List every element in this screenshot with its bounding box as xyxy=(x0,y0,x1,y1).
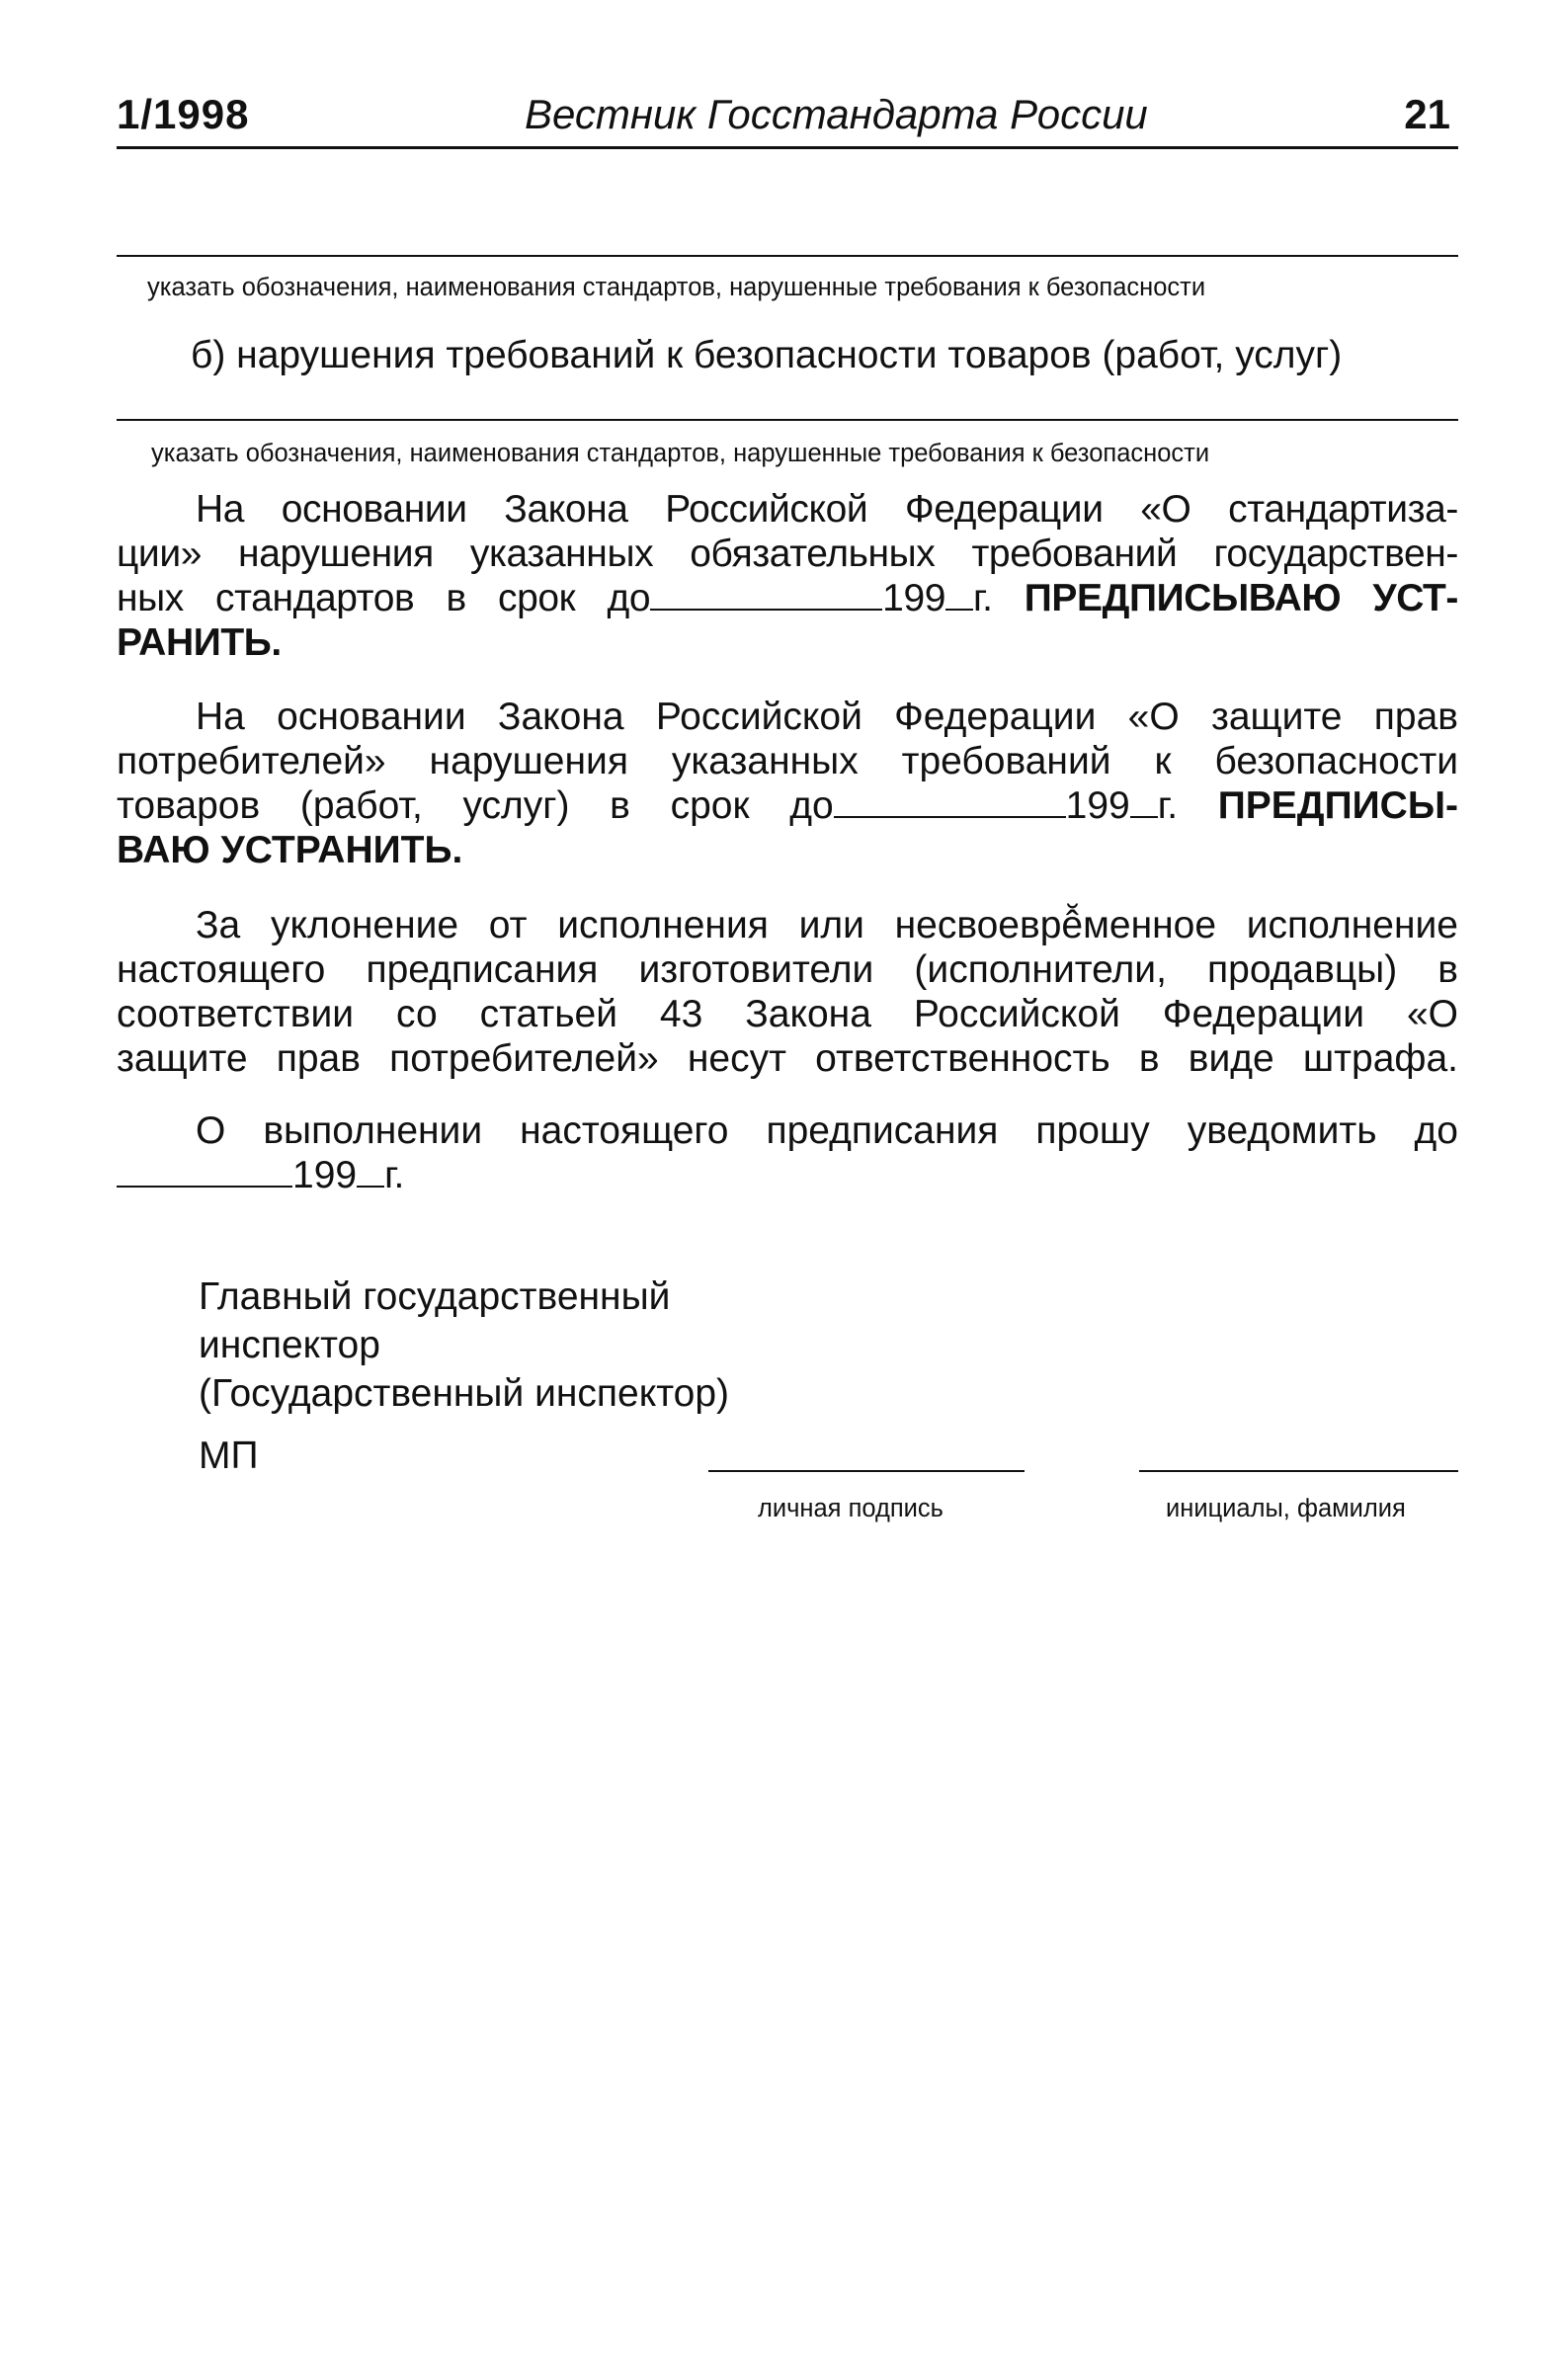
paragraph-liability xyxy=(117,903,1458,1081)
para2-line1: На основании Закона Российской Федерации «О защите прав xyxy=(196,696,1458,738)
para1-line2: ции» нарушения указанных обязательных требований государствен- xyxy=(117,533,1458,575)
paragraph-notification xyxy=(117,1108,1458,1197)
para3-line3: соответствии со статьей 43 Закона Российской Федерации «О xyxy=(117,993,1458,1035)
inspector-title-line2: инспектор xyxy=(199,1324,380,1366)
para1-line3-text: ных стандартов в срок до xyxy=(117,577,651,619)
caption-standards-a: указать обозначения, наименования стандартов, нарушенные требования к безопасности xyxy=(147,274,1206,301)
para1-order: ПРЕДПИСЫВАЮ УСТ- xyxy=(1024,577,1459,619)
fill-in-line-standards-b xyxy=(117,419,1458,421)
year-blank-3[interactable] xyxy=(357,1156,384,1188)
inspector-title xyxy=(199,1272,729,1418)
caption-standards-b: указать обозначения, наименования стандартов, нарушенные требования к безопасности xyxy=(151,440,1210,467)
para2-order-end: ВАЮ УСТРАНИТЬ. xyxy=(117,829,463,871)
para4-line2 xyxy=(117,1153,1458,1197)
para4-year: 199 xyxy=(292,1154,358,1196)
signature-line[interactable] xyxy=(708,1470,1025,1472)
caption-signature: личная подпись xyxy=(758,1495,944,1522)
year-blank-1[interactable] xyxy=(945,579,973,611)
para1-year: 199 xyxy=(882,577,946,619)
paragraph-standardization-law xyxy=(117,487,1458,665)
page-number: 21 xyxy=(1404,91,1450,137)
running-header xyxy=(117,91,1458,149)
journal-title: Вестник Госстандарта России xyxy=(525,91,1148,137)
paragraph-consumer-rights-law xyxy=(117,695,1458,872)
fill-in-line-standards-a xyxy=(117,255,1458,257)
para1-order-end: РАНИТЬ. xyxy=(117,621,282,664)
para2-line4 xyxy=(117,828,1458,872)
para4-line1: О выполнении настоящего предписания прошу уведомить до xyxy=(196,1109,1458,1152)
deadline-blank-1[interactable] xyxy=(650,579,882,611)
deadline-blank-3[interactable] xyxy=(117,1156,292,1188)
item-b-heading: б) нарушения требований к безопасности товаров (работ, услуг) xyxy=(191,334,1343,376)
deadline-blank-2[interactable] xyxy=(834,786,1066,818)
para2-year: 199 xyxy=(1065,784,1130,827)
para2-line3-text: товаров (работ, услуг) в срок до xyxy=(117,784,834,827)
issue-number: 1/1998 xyxy=(117,91,250,137)
para4-year-suffix: г. xyxy=(384,1154,405,1196)
para3-line1: За уклонение от исполнения или несвоеврê̆менное исполнение xyxy=(196,904,1458,946)
para3-line2: настоящего предписания изготовители (исполнители, продавцы) в xyxy=(117,948,1458,991)
para3-line4: защите прав потребителей» несут ответственность в виде штрафа. xyxy=(117,1037,1458,1080)
seal-mark: МП xyxy=(199,1435,259,1477)
para2-line2: потребителей» нарушения указанных требований к безопасности xyxy=(117,740,1458,782)
para1-line4 xyxy=(117,620,1458,665)
para1-line3 xyxy=(117,576,1458,620)
caption-name: инициалы, фамилия xyxy=(1166,1495,1406,1522)
year-blank-2[interactable] xyxy=(1130,786,1158,818)
name-line[interactable] xyxy=(1139,1470,1458,1472)
inspector-title-line1: Главный государственный xyxy=(199,1275,671,1318)
para1-line1: На основании Закона Российской Федерации «О стандартиза- xyxy=(196,488,1458,531)
inspector-title-line3: (Государственный инспектор) xyxy=(199,1372,730,1415)
para2-order: ПРЕДПИСЫ- xyxy=(1217,784,1458,827)
para2-year-suffix: г. xyxy=(1157,784,1179,827)
para1-year-suffix: г. xyxy=(973,577,993,619)
para2-line3 xyxy=(117,783,1458,828)
